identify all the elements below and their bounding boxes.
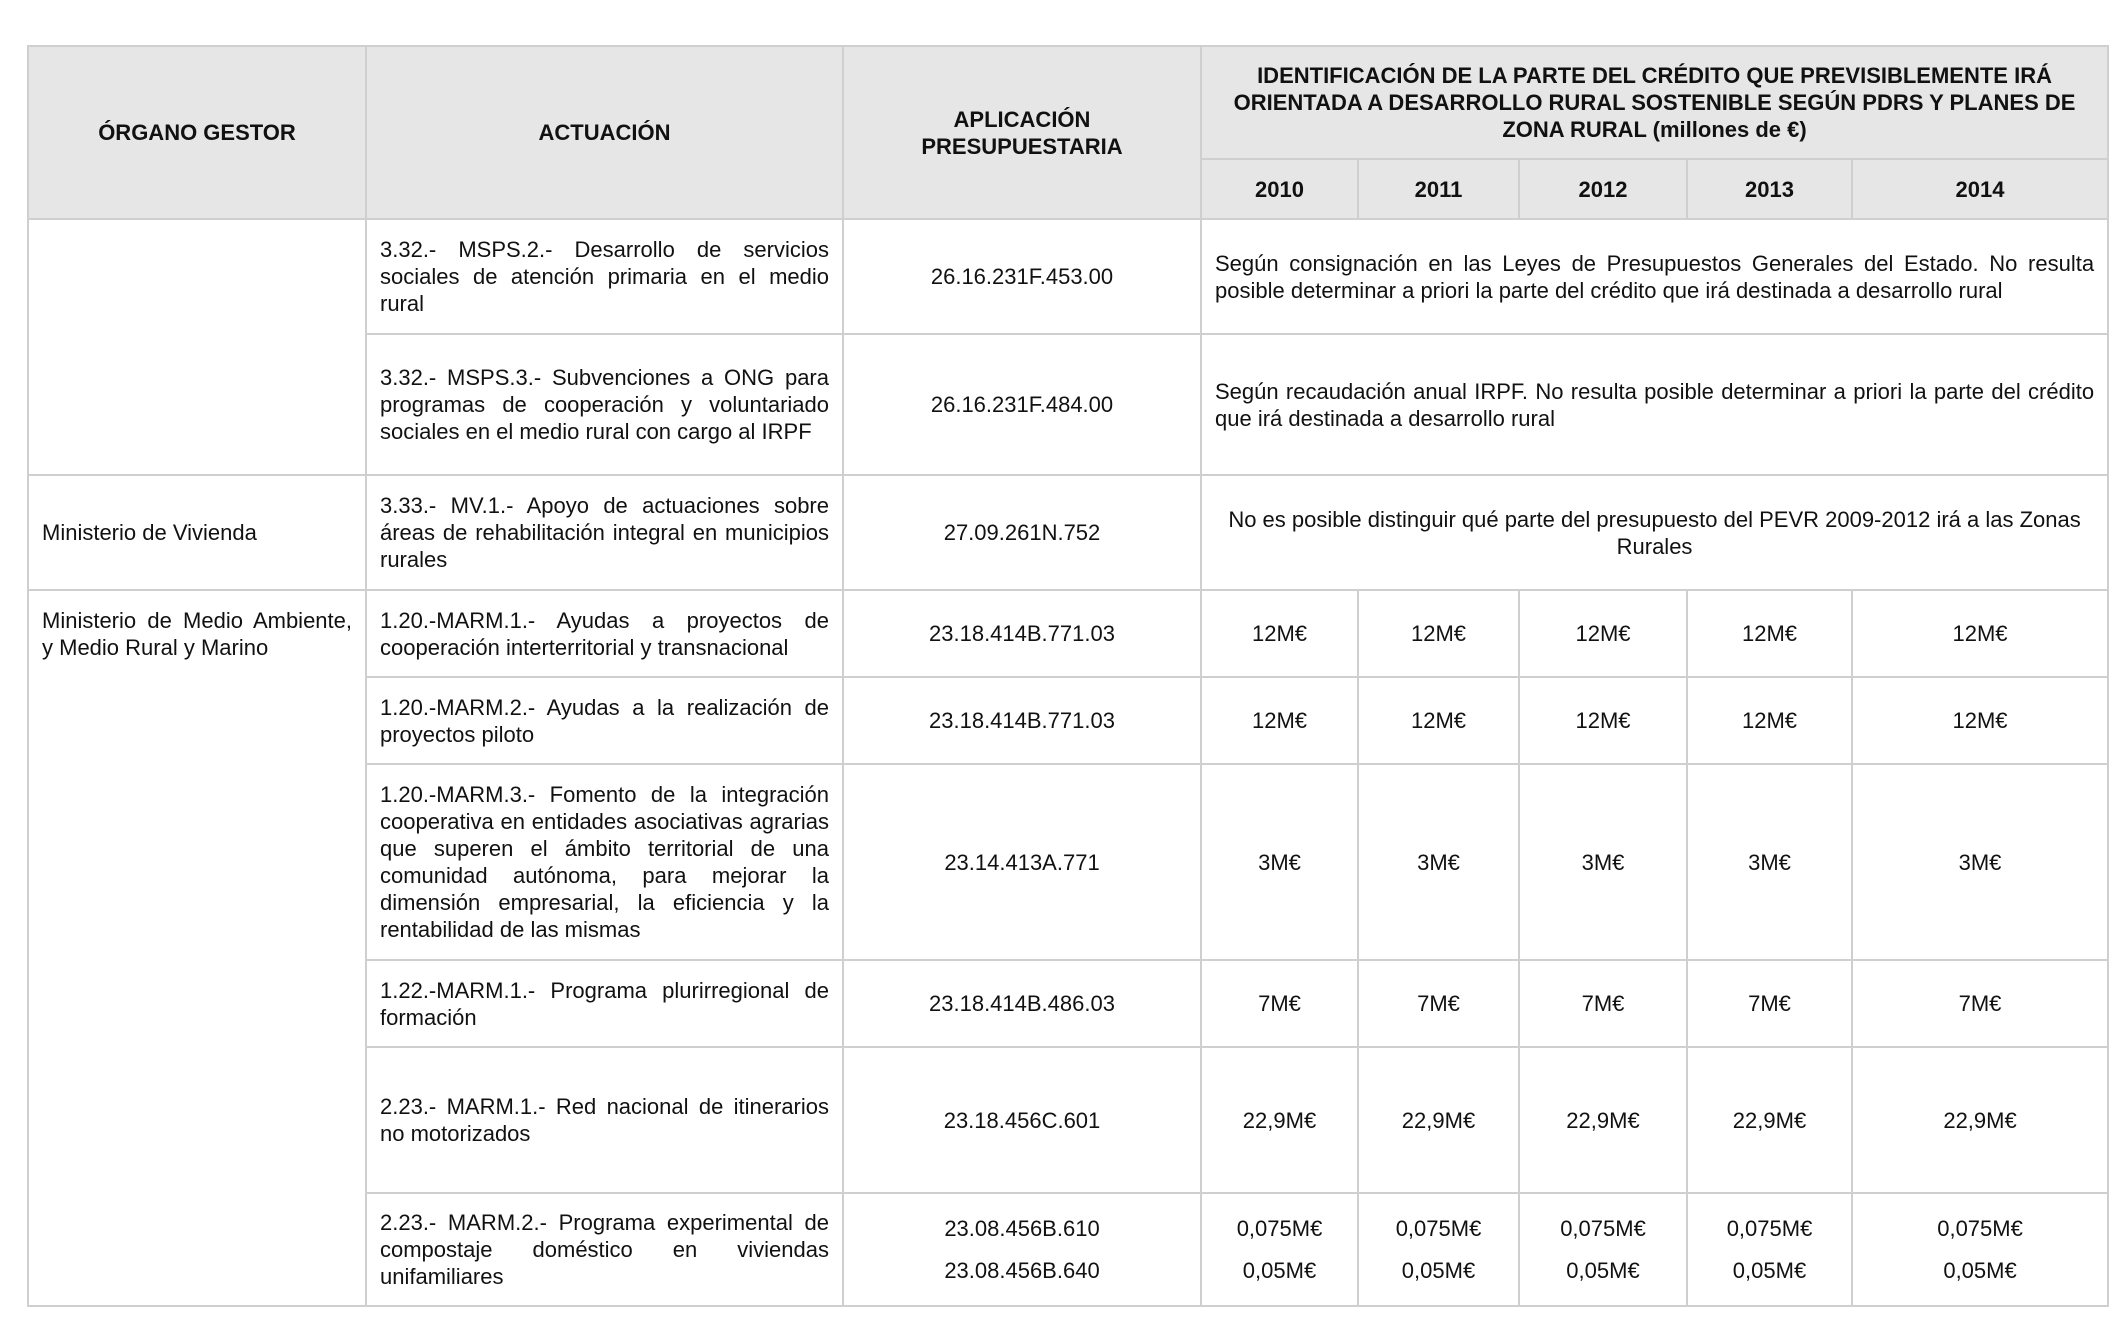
credit-value: 22,9M€: [1687, 1047, 1852, 1193]
credit-value: 12M€: [1519, 677, 1687, 764]
actuacion-cell: 1.20.-MARM.3.- Fomento de la integración cooperativa en entidades asociativas agrarias que superen el ámbito territorial de una comunidad autónoma, para mejorar la dimensión empresarial, la eficiencia y la rentabilidad de las mismas: [366, 764, 843, 960]
credit-value: 12M€: [1852, 677, 2108, 764]
header-year: 2014: [1852, 159, 2108, 219]
header-identificacion-units: (millones de €): [1652, 117, 1807, 142]
credit-value-cell: [1201, 1193, 1358, 1306]
aplicacion-line: 23.08.456B.640: [944, 1258, 1100, 1283]
credit-value: 0,05M€: [1242, 1258, 1317, 1283]
actuacion-cell: 1.20.-MARM.2.- Ayudas a la realización de proyectos piloto: [366, 677, 843, 764]
credit-value: 0,075M€: [1236, 1216, 1323, 1241]
credit-value: 12M€: [1201, 590, 1358, 677]
actuacion-cell: 3.33.- MV.1.- Apoyo de actuaciones sobre áreas de rehabilitación integral en municipios rurales: [366, 475, 843, 590]
credit-value: 0,075M€: [1726, 1216, 1813, 1241]
credit-value: 0,05M€: [1566, 1258, 1640, 1283]
table-row: [28, 475, 2108, 590]
actuacion-cell: 3.32.- MSPS.2.- Desarrollo de servicios sociales de atención primaria en el medio rural: [366, 219, 843, 334]
aplicacion-cell: 23.18.414B.771.03: [843, 677, 1201, 764]
credit-value: 22,9M€: [1519, 1047, 1687, 1193]
header-year: 2012: [1519, 159, 1687, 219]
credit-value: 0,05M€: [1943, 1258, 2017, 1283]
aplicacion-cell: 26.16.231F.453.00: [843, 219, 1201, 334]
credit-value: 3M€: [1687, 764, 1852, 960]
credit-value-cell: [1358, 1193, 1519, 1306]
aplicacion-cell: 26.16.231F.484.00: [843, 334, 1201, 475]
credit-value: 22,9M€: [1358, 1047, 1519, 1193]
credit-value: 0,075M€: [1937, 1216, 2023, 1241]
credit-value: 12M€: [1358, 590, 1519, 677]
budget-table: [27, 45, 2109, 1307]
credit-value: 3M€: [1519, 764, 1687, 960]
credit-value: 3M€: [1201, 764, 1358, 960]
aplicacion-cell: 23.18.456C.601: [843, 1047, 1201, 1193]
organo-cell-empty: [28, 219, 366, 475]
credit-value: 7M€: [1358, 960, 1519, 1047]
credit-value-cell: [1852, 1193, 2108, 1306]
header-actuacion: ACTUACIÓN: [366, 46, 843, 219]
organo-cell: Ministerio de Medio Ambiente, y Medio Rural y Marino: [28, 590, 366, 1306]
credit-value: 22,9M€: [1852, 1047, 2108, 1193]
credit-value: 0,05M€: [1732, 1258, 1807, 1283]
credit-value: 0,075M€: [1560, 1216, 1646, 1241]
header-organo-gestor: ÓRGANO GESTOR: [28, 46, 366, 219]
header-year: 2010: [1201, 159, 1358, 219]
credit-note: Según recaudación anual IRPF. No resulta posible determinar a priori la parte del crédito que irá destinada a desarrollo rural: [1201, 334, 2108, 475]
credit-value: 3M€: [1358, 764, 1519, 960]
aplicacion-cell: 23.18.414B.486.03: [843, 960, 1201, 1047]
credit-value: 7M€: [1852, 960, 2108, 1047]
actuacion-cell: 2.23.- MARM.2.- Programa experimental de compostaje doméstico en viviendas unifamiliares: [366, 1193, 843, 1306]
organo-cell: Ministerio de Vivienda: [28, 475, 366, 590]
header-identificacion: [1201, 46, 2108, 159]
credit-value: 12M€: [1201, 677, 1358, 764]
aplicacion-line: 23.08.456B.610: [944, 1216, 1100, 1241]
actuacion-cell: 3.32.- MSPS.3.- Subvenciones a ONG para programas de cooperación y voluntariado sociales en el medio rural con cargo al IRPF: [366, 334, 843, 475]
table-row: [28, 219, 2108, 334]
header-year: 2013: [1687, 159, 1852, 219]
actuacion-cell: 2.23.- MARM.1.- Red nacional de itinerarios no motorizados: [366, 1047, 843, 1193]
table-row: [28, 590, 2108, 677]
credit-note: Según consignación en las Leyes de Presupuestos Generales del Estado. No resulta posible determinar a priori la parte del crédito que irá destinada a desarrollo rural: [1201, 219, 2108, 334]
credit-value: 3M€: [1852, 764, 2108, 960]
credit-value-cell: [1687, 1193, 1852, 1306]
credit-value: 7M€: [1519, 960, 1687, 1047]
header-identificacion-text: IDENTIFICACIÓN DE LA PARTE DEL CRÉDITO QUE PREVISIBLEMENTE IRÁ ORIENTADA A DESARROLLO RURAL SOSTENIBLE SEGÚN PDRS Y PLANES DE ZONA RURAL: [1233, 63, 2076, 142]
actuacion-cell: 1.20.-MARM.1.- Ayudas a proyectos de cooperación interterritorial y transnacional: [366, 590, 843, 677]
credit-value: 12M€: [1358, 677, 1519, 764]
credit-value: 12M€: [1687, 677, 1852, 764]
aplicacion-cell: 27.09.261N.752: [843, 475, 1201, 590]
credit-value: 0,05M€: [1401, 1258, 1476, 1283]
credit-value: 12M€: [1687, 590, 1852, 677]
credit-value-cell: [1519, 1193, 1687, 1306]
aplicacion-cell: [843, 1193, 1201, 1306]
aplicacion-cell: 23.14.413A.771: [843, 764, 1201, 960]
actuacion-cell: 1.22.-MARM.1.- Programa plurirregional de formación: [366, 960, 843, 1047]
credit-value: 0,075M€: [1395, 1216, 1482, 1241]
header-year: 2011: [1358, 159, 1519, 219]
credit-value: 7M€: [1201, 960, 1358, 1047]
credit-note: No es posible distinguir qué parte del presupuesto del PEVR 2009-2012 irá a las Zonas Rurales: [1201, 475, 2108, 590]
credit-value: 12M€: [1519, 590, 1687, 677]
header-aplicacion-presupuestaria: APLICACIÓN PRESUPUESTARIA: [843, 46, 1201, 219]
credit-value: 12M€: [1852, 590, 2108, 677]
credit-value: 7M€: [1687, 960, 1852, 1047]
aplicacion-cell: 23.18.414B.771.03: [843, 590, 1201, 677]
credit-value: 22,9M€: [1201, 1047, 1358, 1193]
